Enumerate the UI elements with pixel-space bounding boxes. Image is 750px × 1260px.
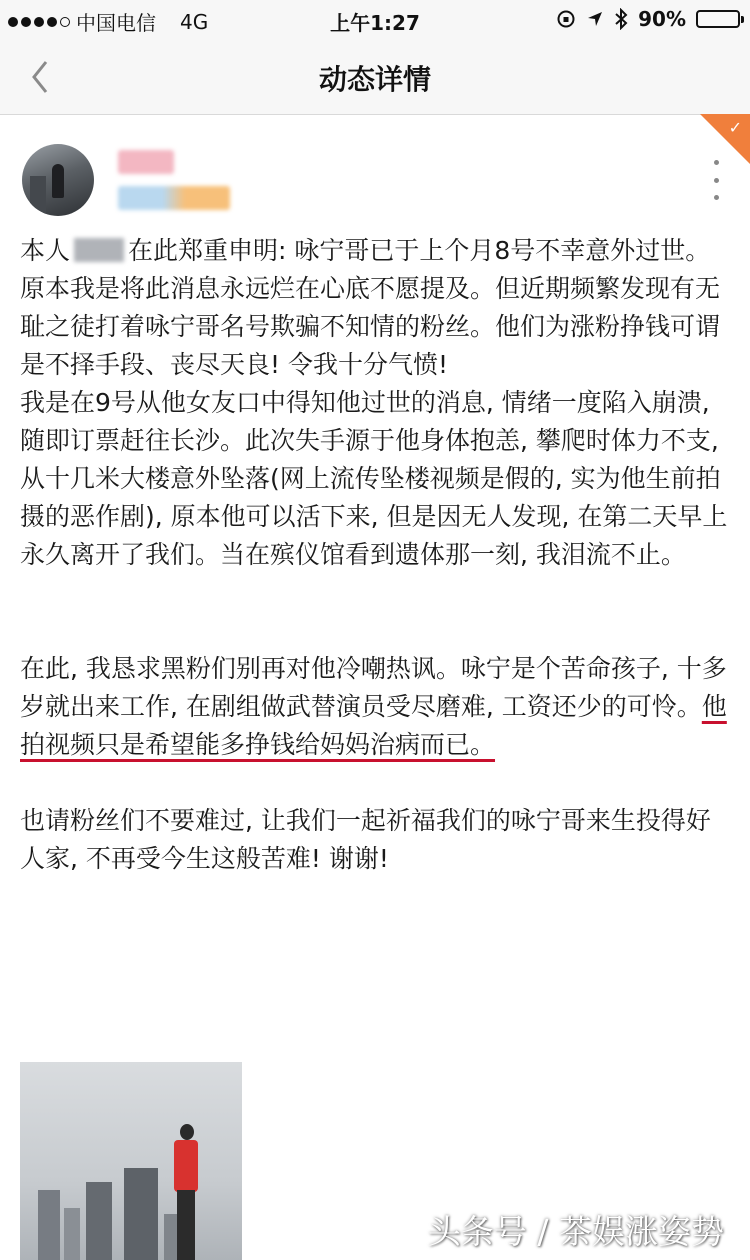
paragraph-4-start: 在此, 我恳求黑粉们别再对他冷嘲热讽。咏宁是个苦命孩子, 十多岁就出来工作, 在剧组做武替演员受尽磨难, 工资还少的可怜。 (20, 654, 727, 721)
paragraph-2: 原本我是将此消息永远烂在心底不愿提及。但近期频繁发现有无耻之徒打着咏宁哥名号欺骗不知情的粉丝。他们为涨粉挣钱可谓是不择手段、丧尽天良! 令我十分气愤! (20, 274, 721, 379)
battery-icon (696, 10, 740, 28)
watermark: 头条号 / 茶娱涨姿势 (427, 1212, 724, 1251)
paragraph-1-end: 在此郑重申明: 咏宁哥已于上个月8号不幸意外过世。 (128, 236, 711, 265)
status-right (556, 7, 740, 31)
battery-percent: 90% (638, 7, 686, 31)
location-icon (586, 10, 604, 28)
username-redacted[interactable] (118, 150, 174, 174)
paragraph-1 (20, 232, 732, 270)
paragraph-5: 也请粉丝们不要难过, 让我们一起祈福我们的咏宁哥来生投得好人家, 不再受今生这般苦难! 谢谢! (20, 806, 711, 873)
bluetooth-icon (614, 8, 628, 30)
nav-bar (0, 40, 750, 115)
user-info-redacted (118, 186, 230, 210)
person-figure (180, 1124, 194, 1140)
carrier-label: 中国电信 (76, 11, 156, 35)
network-label: 4G (180, 9, 209, 34)
status-time: 上午1:27 (330, 11, 420, 35)
status-bar (0, 0, 750, 40)
paragraph-4 (20, 650, 732, 764)
badge-check-icon: ✓ (728, 118, 742, 137)
redacted-name (74, 238, 124, 262)
paragraph-1-start: 本人 (20, 236, 71, 265)
highlighted-sentence: 他拍视频只是希望能多挣钱给妈妈治病而已。 (20, 692, 727, 759)
post-content (20, 232, 732, 878)
post-image[interactable] (20, 1062, 242, 1260)
orientation-lock-icon (556, 9, 576, 29)
avatar[interactable] (22, 144, 94, 216)
page-title: 动态详情 (318, 63, 431, 96)
paragraph-3: 我是在9号从他女友口中得知他过世的消息, 情绪一度陷入崩溃, 随即订票赶往长沙。此次失手源于他身体抱恙, 攀爬时体力不支, 从十几米大楼意外坠落(网上流传坠楼视频是假的, 实为他生前拍摄的恶作剧), 原本他可以活下来, 但是因无人发现, 在第二天早上永久离开了我们。当在殡仪馆看到遗体那一刻, 我泪流不止。 (20, 388, 728, 569)
more-options-button[interactable] (706, 160, 726, 200)
corner-badge (700, 114, 750, 164)
